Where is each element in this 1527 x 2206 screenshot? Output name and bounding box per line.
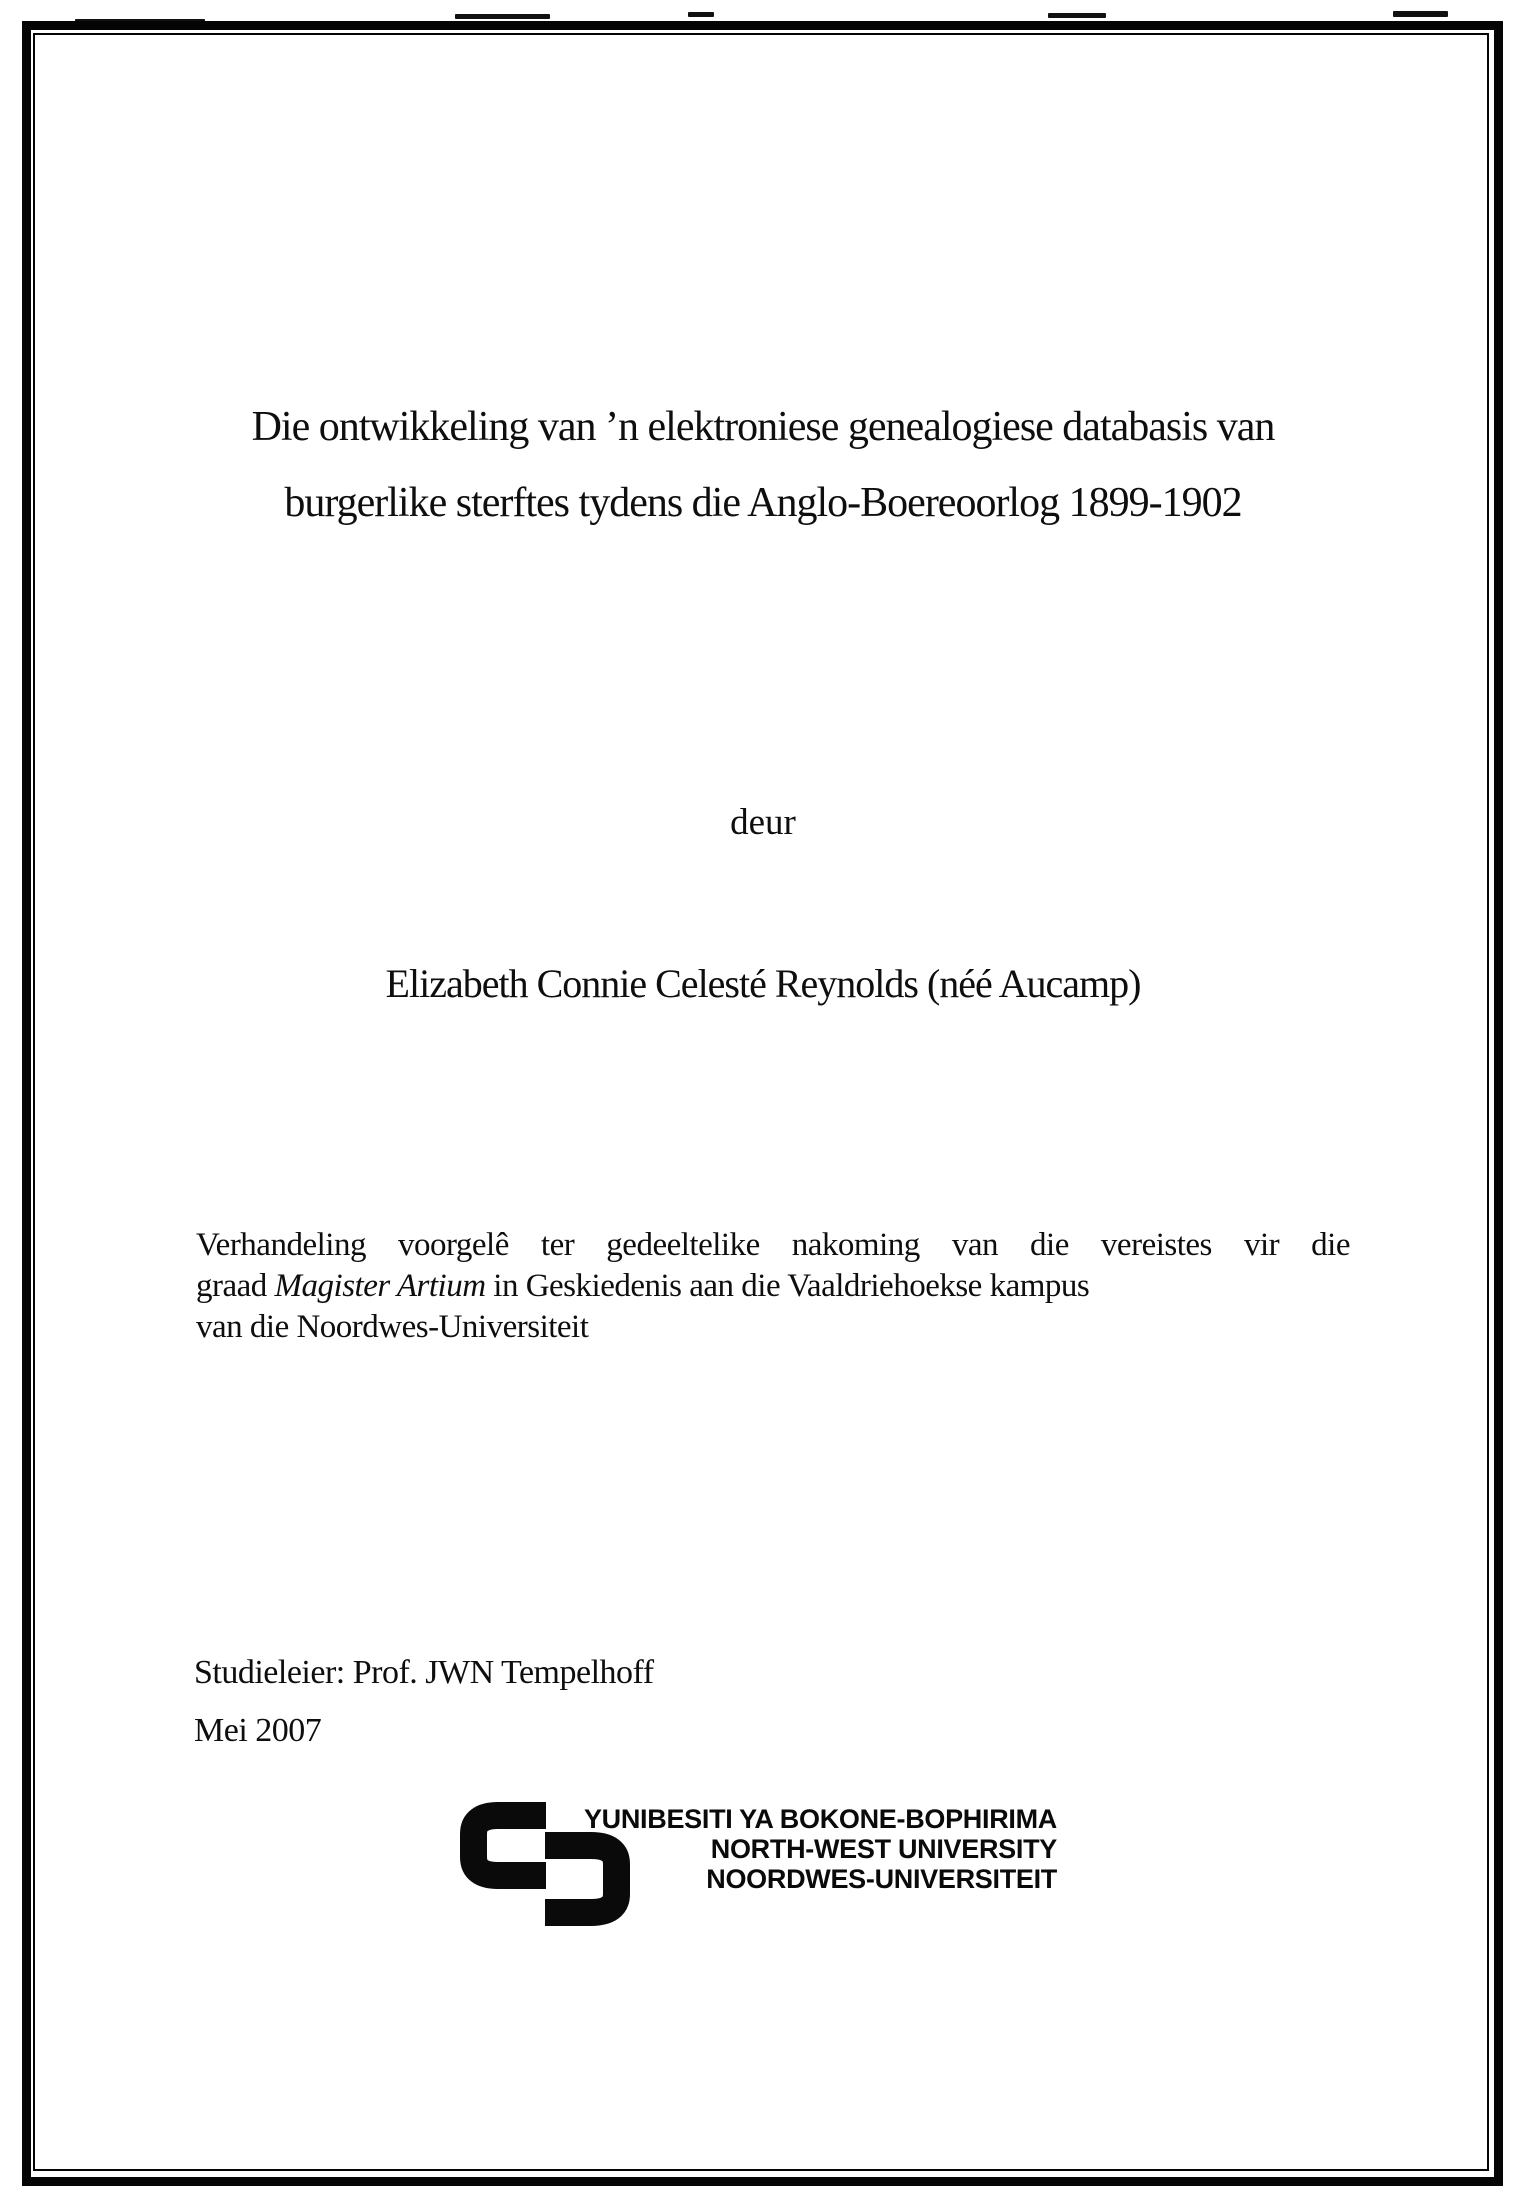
degree-statement-line2-prefix: graad [196,1268,275,1304]
university-logo-wordmark [537,1804,1057,1894]
logo-line-afrikaans: NOORDWES-UNIVERSITEIT [706,1864,1057,1894]
degree-statement-line3: van die Noordwes-Universiteit [196,1309,589,1345]
scan-artifact [1393,11,1448,17]
logo-line-english: NORTH-WEST UNIVERSITY [710,1834,1057,1864]
degree-statement-line2-suffix: in Geskiedenis aan die Vaaldriehoekse kampus [485,1268,1090,1304]
supervisor-line: Studieleier: Prof. JWN Tempelhoff [194,1654,654,1691]
scan-artifact [688,12,714,17]
thesis-title-line1: Die ontwikkeling van ’n elektroniese genealogiese databasis van [251,404,1275,450]
degree-statement-line1: Verhandeling voorgelê ter gedeeltelike nakoming van die vereistes vir die [196,1227,1350,1263]
degree-name-italic: Magister Artium [274,1268,486,1304]
byline-label: deur [730,802,796,843]
supervisor-block [194,1644,654,1760]
scan-artifact [1048,13,1106,18]
logo-left-link [474,1816,547,1876]
date-line: Mei 2007 [194,1712,322,1749]
scan-artifact [455,14,550,19]
degree-statement-line2 [196,1266,1350,1307]
author-name: Elizabeth Connie Celesté Reynolds (néé Aucamp) [385,961,1141,1006]
logo-line-setswana: YUNIBESITI YA BOKONE-BOPHIRIMA [583,1804,1057,1834]
thesis-title-line2: burgerlike sterftes tydens die Anglo-Boereoorlog 1899-1902 [284,480,1242,526]
degree-statement [196,1225,1350,1348]
